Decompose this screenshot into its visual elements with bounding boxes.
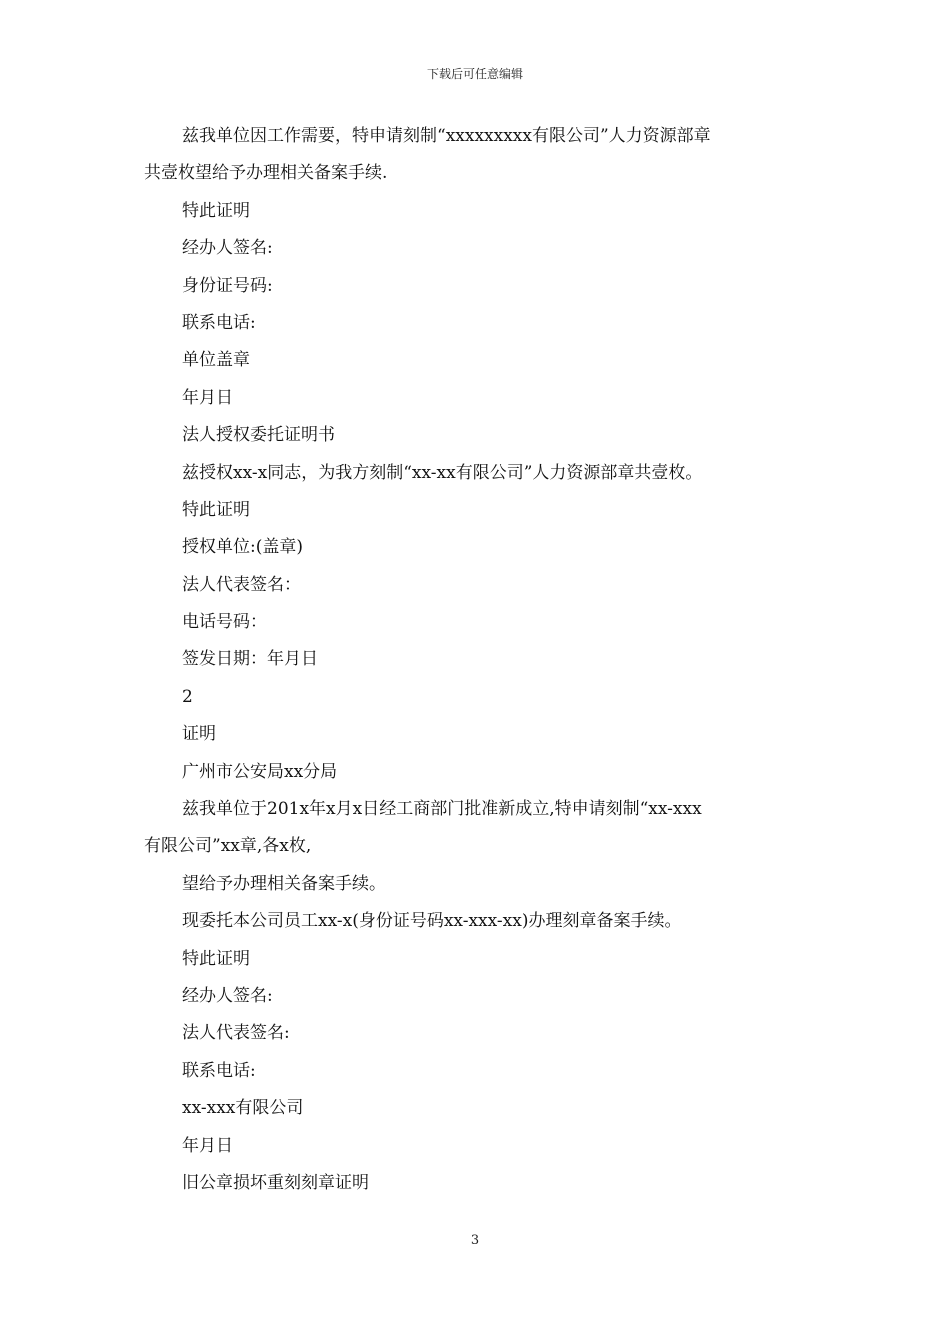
paragraph-line: 经办人签名: bbox=[182, 985, 273, 1006]
paragraph-line: 特此证明 bbox=[182, 499, 250, 520]
paragraph-line: 法人代表签名: bbox=[182, 1023, 290, 1044]
paragraph-line: 法人授权委托证明书 bbox=[182, 425, 335, 446]
paragraph-line: 身份证号码: bbox=[182, 275, 273, 296]
paragraph-line: 年月日 bbox=[182, 387, 233, 408]
paragraph-line: 签发日期：年月日 bbox=[182, 649, 318, 670]
paragraph-line: 特此证明 bbox=[182, 200, 250, 221]
paragraph-line: 联系电话: bbox=[182, 1060, 256, 1081]
paragraph-line: 广州市公安局xx分局 bbox=[182, 761, 338, 782]
paragraph-line: 现委托本公司员工xx-x(身份证号码xx-xxx-xx)办理刻章备案手续。 bbox=[182, 911, 682, 932]
paragraph-line: 证明 bbox=[182, 724, 216, 745]
paragraph-line: 电话号码： bbox=[182, 612, 267, 633]
paragraph-line: 兹我单位于201x年x月x日经工商部门批准新成立,特申请刻制“xx-xxx bbox=[182, 799, 702, 820]
paragraph-line: 年月日 bbox=[182, 1135, 233, 1156]
paragraph-line: 特此证明 bbox=[182, 948, 250, 969]
paragraph-line: 兹我单位因工作需要，特申请刻制“xxxxxxxxx有限公司”人力资源部章 bbox=[182, 126, 711, 146]
paragraph-line: 旧公章损坏重刻刻章证明 bbox=[182, 1172, 369, 1193]
paragraph-line: 共壹枚望给予办理相关备案手续. bbox=[144, 163, 388, 184]
paragraph-line: 授权单位:(盖章) bbox=[182, 537, 303, 558]
paragraph-line: 兹授权xx-x同志，为我方刻制“xx-xx有限公司”人力资源部章共壹枚。 bbox=[182, 462, 703, 483]
paragraph-line: xx-xxx有限公司 bbox=[182, 1098, 304, 1119]
paragraph-line: 联系电话: bbox=[182, 312, 256, 333]
page-number: 3 bbox=[470, 1233, 480, 1248]
page-header: 下载后可任意编辑 bbox=[426, 67, 523, 81]
paragraph-line: 法人代表签名： bbox=[182, 574, 301, 595]
document-body bbox=[144, 118, 816, 1202]
paragraph-line: 望给予办理相关备案手续。 bbox=[182, 873, 386, 894]
paragraph-line: 有限公司”xx章,各x枚, bbox=[144, 836, 312, 857]
paragraph-line: 2 bbox=[182, 686, 193, 707]
paragraph-line: 单位盖章 bbox=[182, 350, 250, 371]
paragraph-line: 经办人签名: bbox=[182, 238, 273, 259]
